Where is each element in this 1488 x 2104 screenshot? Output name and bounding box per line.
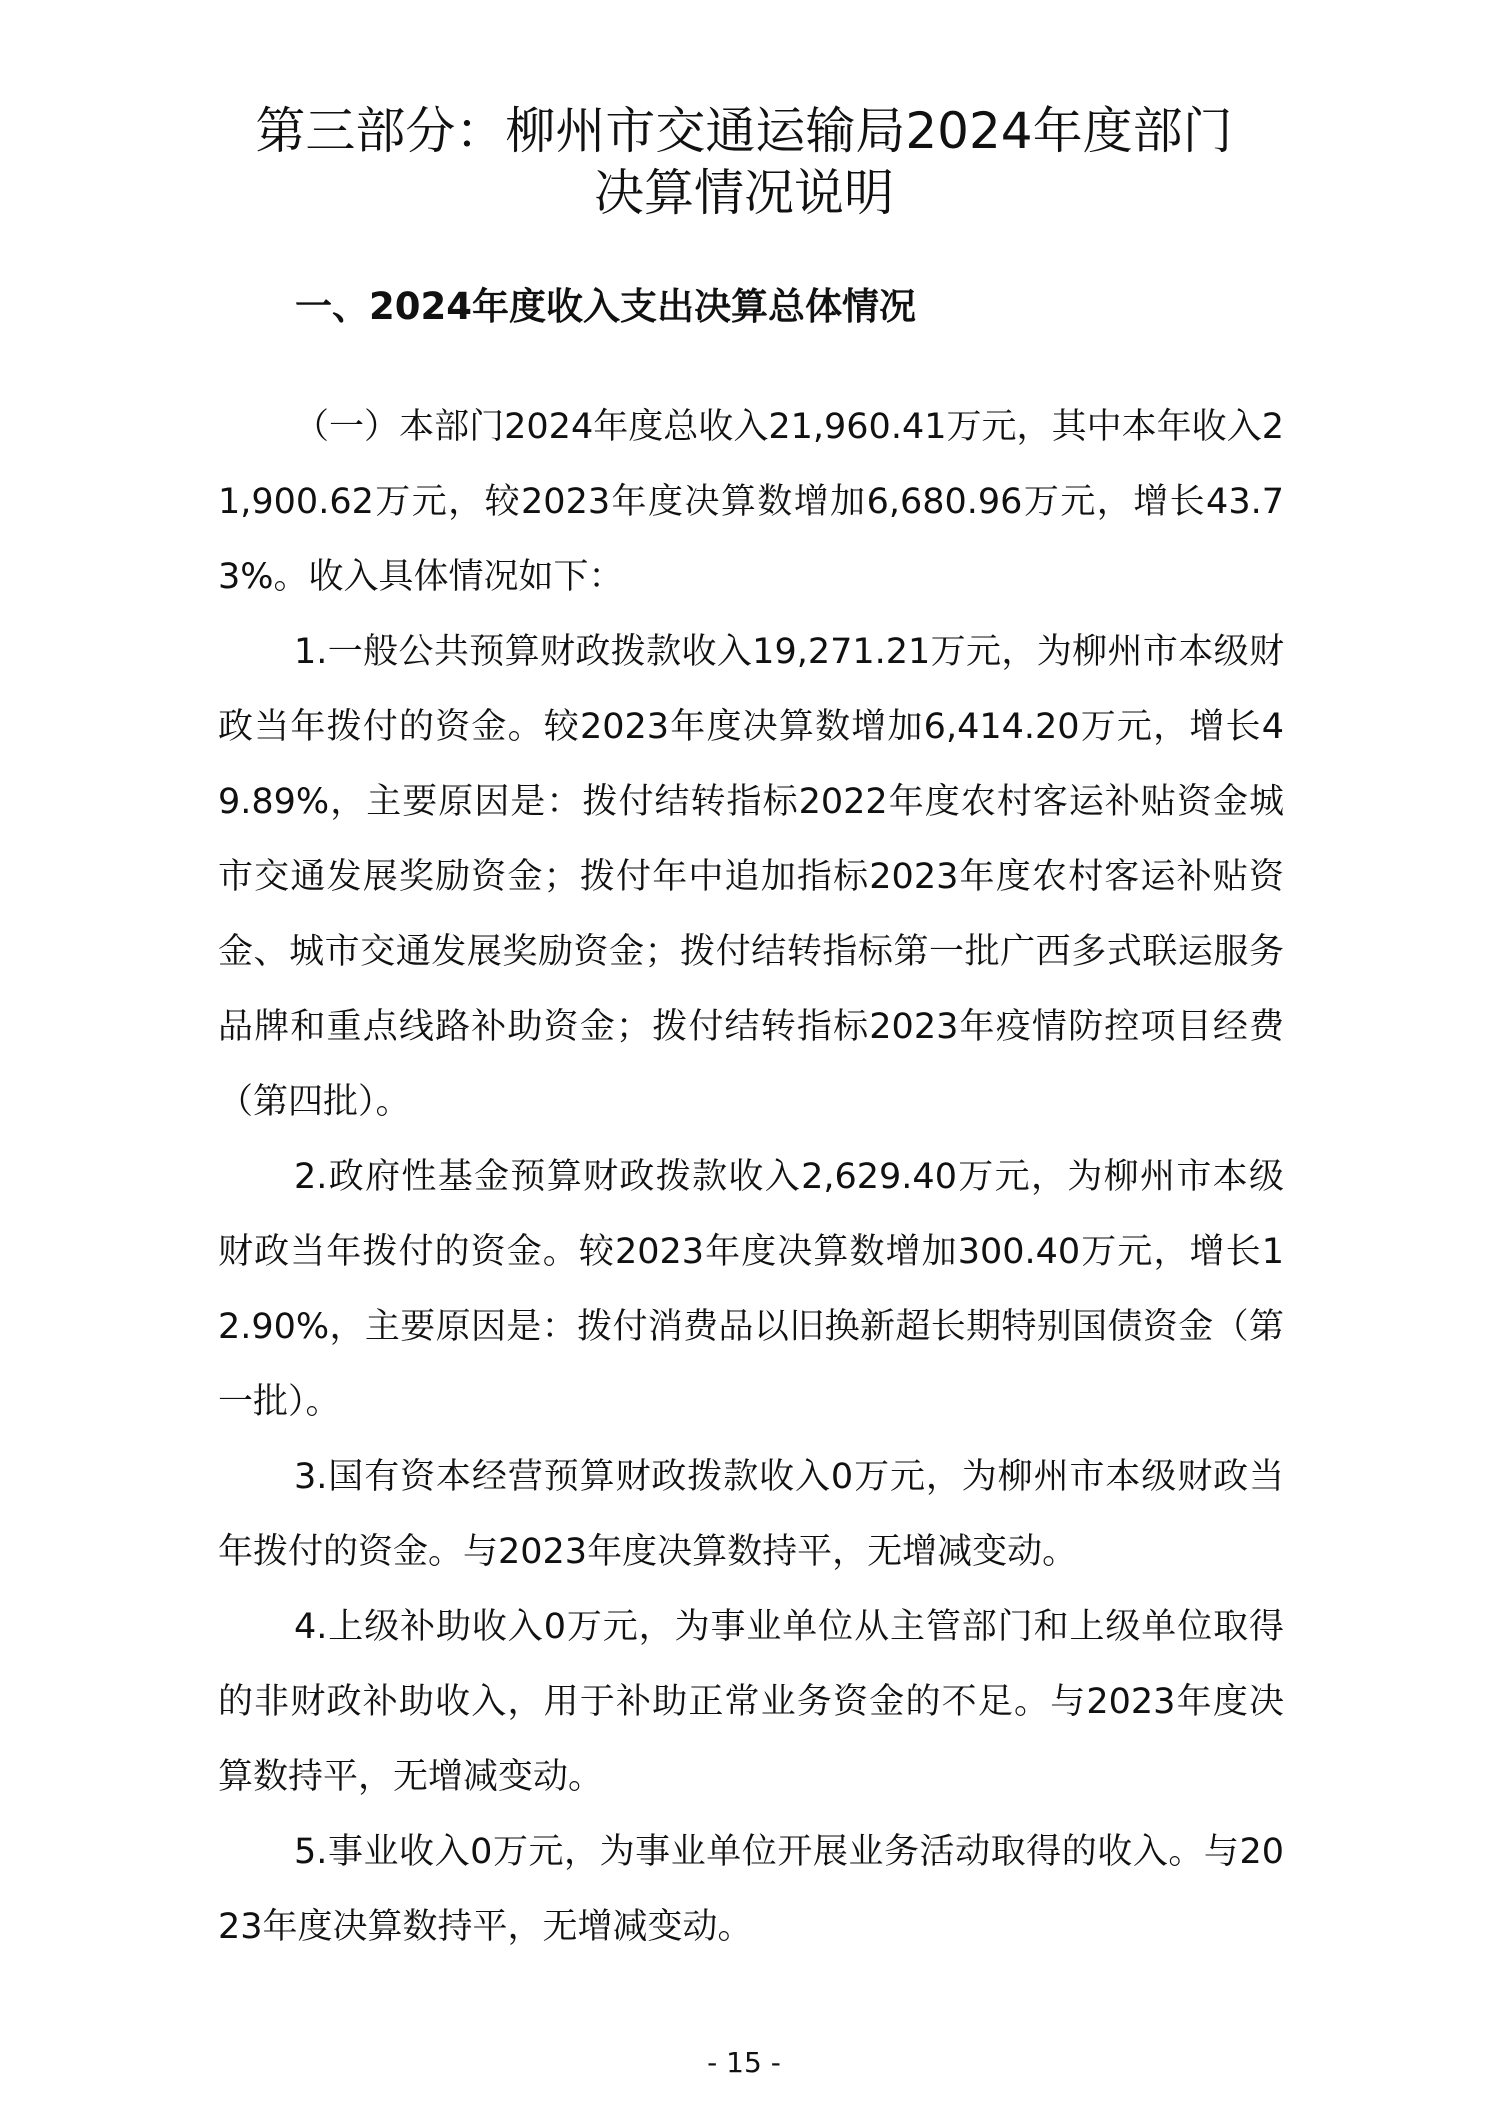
section-heading: 一、2024年度收入支出决算总体情况 [295,285,916,328]
page-number: - 15 - [707,2046,781,2079]
paragraph-general-budget: 1.一般公共预算财政拨款收入19,271.21万元，为柳州市本级财政当年拨付的资金。较2023年度决算数增加6,414.20万元，增长49.89%，主要原因是：拨付结转指标2022年度农村客运补贴资金城市交通发展奖励资金；拨付年中追加指标2023年度农村客运补贴资金、城市交通发展奖励资金；拨付结转指标第一批广西多式联运服务品牌和重点线路补助资金；拨付结转指标2023年疫情防控项目经费（第四批）。 [218,632,1284,1122]
paragraph-total-income: （一）本部门2024年度总收入21,960.41万元，其中本年收入21,900.62万元，较2023年度决算数增加6,680.96万元，增长43.73%。收入具体情况如下： [218,407,1284,597]
paragraph-government-fund: 2.政府性基金预算财政拨款收入2,629.40万元，为柳州市本级财政当年拨付的资金。较2023年度决算数增加300.40万元，增长12.90%，主要原因是：拨付消费品以旧换新超长期特别国债资金（第一批）。 [218,1157,1284,1422]
title-line-1: 第三部分：柳州市交通运输局2024年度部门 [255,102,1233,160]
page-title [200,100,1288,224]
paragraph-superior-subsidy: 4.上级补助收入0万元，为事业单位从主管部门和上级单位取得的非财政补助收入，用于补助正常业务资金的不足。与2023年度决算数持平，无增减变动。 [218,1607,1284,1797]
paragraph-state-capital: 3.国有资本经营预算财政拨款收入0万元，为柳州市本级财政当年拨付的资金。与2023年度决算数持平，无增减变动。 [218,1457,1284,1572]
body-text [218,390,1284,1965]
paragraph-business-income: 5.事业收入0万元，为事业单位开展业务活动取得的收入。与2023年度决算数持平，无增减变动。 [218,1832,1284,1947]
title-line-2: 决算情况说明 [594,164,894,222]
